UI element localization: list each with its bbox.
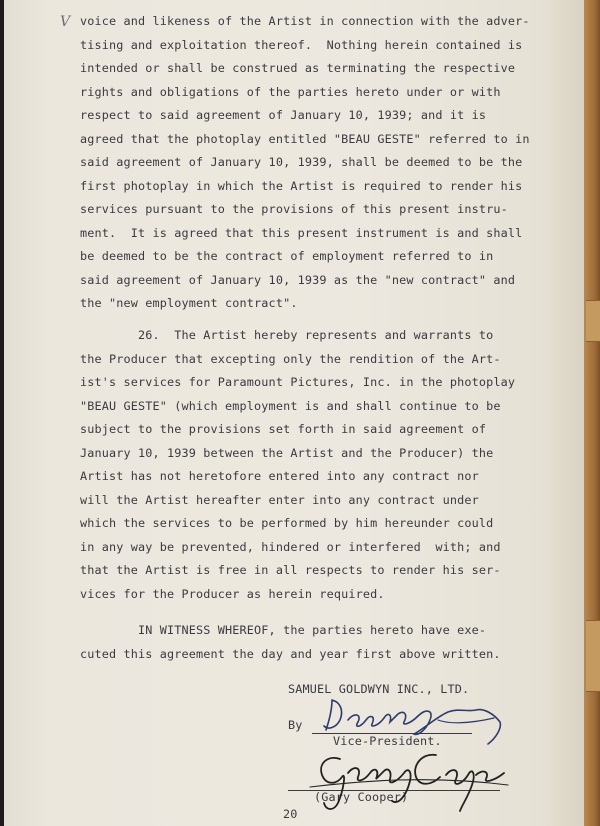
body-line: Artist has not heretofore entered into any contract nor bbox=[80, 469, 479, 483]
body-line: intended or shall be construed as terminating the respective bbox=[80, 61, 516, 75]
body-line: rights and obligations of the parties hereto under or with bbox=[80, 84, 501, 99]
binding-edge bbox=[584, 0, 600, 826]
vice-president-signature bbox=[318, 690, 518, 750]
page-number: 20 bbox=[283, 807, 298, 821]
body-line: 26. The Artist hereby represents and warrants to bbox=[80, 328, 494, 342]
body-line: said agreement of January 10, 1939 as the "new contract" and bbox=[80, 272, 516, 287]
body-line: will the Artist hereafter enter into any contract under bbox=[80, 492, 479, 507]
body-line: which the services to be performed by him hereunder could bbox=[80, 516, 494, 530]
binding-tab bbox=[586, 620, 600, 692]
body-line: subject to the provisions set forth in said agreement of bbox=[80, 422, 487, 436]
body-line: ment. It is agreed that this present instrument is and shall bbox=[80, 225, 523, 240]
body-line: tising and exploitation thereof. Nothing herein contained is bbox=[80, 37, 523, 52]
gary-cooper-signature bbox=[300, 745, 510, 815]
body-line: voice and likeness of the Artist in connection with the adver- bbox=[80, 14, 530, 28]
body-line: that the Artist is free in all respects to render his ser- bbox=[80, 563, 501, 577]
body-line: said agreement of January 10, 1939, shall be deemed to be the bbox=[80, 155, 523, 169]
body-line: vices for the Producer as herein required. bbox=[80, 586, 385, 601]
signatory-name: (Gary Cooper) bbox=[314, 790, 409, 804]
body-line: the Producer that excepting only the rendition of the Art- bbox=[80, 351, 501, 366]
body-line: agreed that the photoplay entitled "BEAU GESTE" referred to in bbox=[80, 131, 530, 146]
margin-check-mark: V bbox=[60, 14, 71, 30]
body-line: be deemed to be the contract of employment referred to in bbox=[80, 249, 494, 263]
signatory-title: Vice-President. bbox=[333, 734, 442, 748]
body-line: first photoplay in which the Artist is required to render his bbox=[80, 178, 523, 193]
body-line: ist's services for Paramount Pictures, Inc. in the photoplay bbox=[80, 375, 516, 389]
company-name: SAMUEL GOLDWYN INC., LTD. bbox=[288, 682, 470, 696]
witness-line: cuted this agreement the day and year first above written. bbox=[80, 647, 501, 661]
body-line: respect to said agreement of January 10, 1939; and it is bbox=[80, 108, 487, 122]
body-line: "BEAU GESTE" (which employment is and shall continue to be bbox=[80, 398, 501, 413]
binding-tab bbox=[586, 300, 600, 342]
by-label: By bbox=[288, 718, 303, 732]
body-line: services pursuant to the provisions of this present instru- bbox=[80, 202, 508, 216]
witness-line: IN WITNESS WHEREOF, the parties hereto have exe- bbox=[80, 623, 487, 637]
body-line: in any way be prevented, hindered or interfered with; and bbox=[80, 539, 501, 554]
body-line: January 10, 1939 between the Artist and the Producer) the bbox=[80, 445, 494, 460]
body-line: the "new employment contract". bbox=[80, 296, 298, 310]
